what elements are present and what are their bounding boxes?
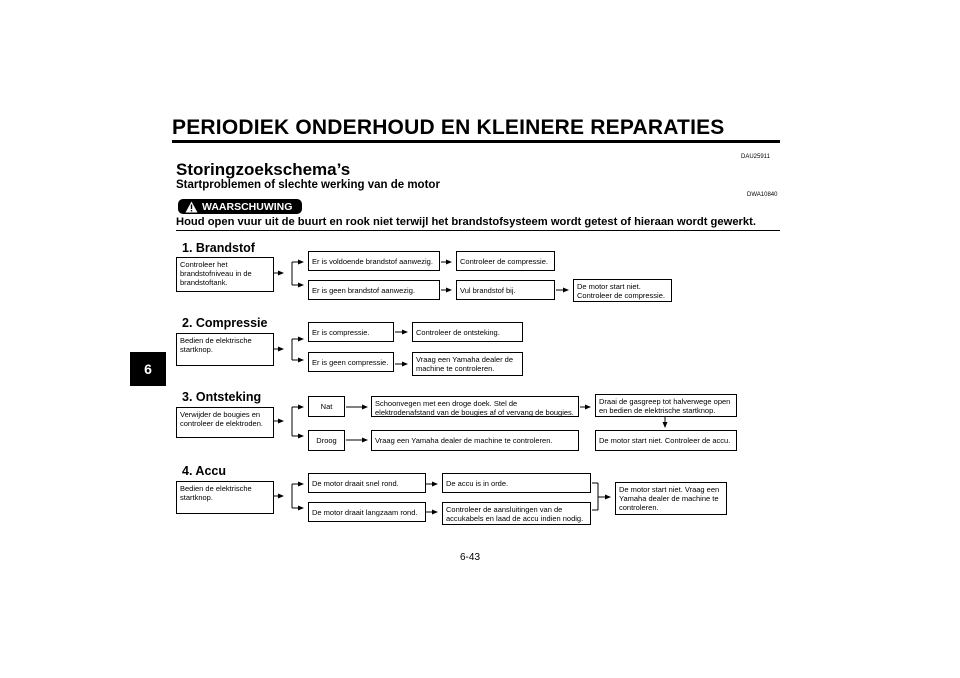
step-battery-heading: 4. Accu [182,464,227,478]
step-ignition-dry-result-box: De motor start niet. Controleer de accu. [595,430,737,451]
step-fuel-heading: 1. Brandstof [182,241,255,255]
step-compression-start-box: Bedien de elektrische startknop. [176,333,274,366]
section-subtitle: Startproblemen of slechte werking van de motor [176,179,440,191]
step-compression-no-box: Er is geen compressie. [308,352,394,372]
step-fuel-yes-action-box: Controleer de compressie. [456,251,555,271]
step-ignition-wet-action-box: Schoonvegen met een droge doek. Stel de elektrodenafstand van de bougies af of vervang de bougies. [371,396,579,417]
step-battery-slow-action-box: Controleer de aansluitingen van de accukabels en laad de accu indien nodig. [442,502,591,525]
warning-badge-label: WAARSCHUWING [202,200,293,213]
section-title: Storingzoekschema’s [176,160,351,179]
step-fuel-start-box: Controleer het brandstofniveau in de brandstoftank. [176,257,274,292]
step-ignition-dry-action-box: Vraag een Yamaha dealer de machine te controleren. [371,430,579,451]
step-compression-yes-box: Er is compressie. [308,322,394,342]
step-ignition-wet-box: Nat [308,396,345,417]
step-fuel-no-action-box: Vul brandstof bij. [456,280,555,300]
step-battery-fast-action-box: De accu is in orde. [442,473,591,493]
step-compression-no-action-box: Vraag een Yamaha dealer de machine te controleren. [412,352,523,376]
page-header-title: PERIODIEK ONDERHOUD EN KLEINERE REPARATIES [172,116,725,139]
step-ignition-dry-box: Droog [308,430,345,451]
step-compression-heading: 2. Compressie [182,316,268,330]
warning-text: Houd open vuur uit de buurt en rook niet terwijl het brandstofsysteem wordt getest of hieraan wordt gewerkt. [176,216,756,228]
step-ignition-heading: 3. Ontsteking [182,390,262,404]
step-battery-result-box: De motor start niet. Vraag een Yamaha dealer de machine te controleren. [615,482,727,515]
step-ignition-start-box: Verwijder de bougies en controleer de elektroden. [176,407,274,438]
step-battery-slow-box: De motor draait langzaam rond. [308,502,426,522]
step-compression-yes-action-box: Controleer de ontsteking. [412,322,523,342]
warning-code: DWA10840 [747,192,778,198]
step-ignition-wet-result-box: Draai de gasgreep tot halverwege open en bedien de elektrische startknop. [595,394,737,417]
step-battery-fast-box: De motor draait snel rond. [308,473,426,493]
step-battery-start-box: Bedien de elektrische startknop. [176,481,274,514]
step-fuel-no-box: Er is geen brandstof aanwezig. [308,280,440,300]
step-fuel-result-box: De motor start niet. Controleer de compressie. [573,279,672,302]
step-fuel-yes-box: Er is voldoende brandstof aanwezig. [308,251,440,271]
page-number: 6-43 [460,552,481,563]
chapter-tab: 6 [130,352,166,386]
section-code: DAU25911 [741,154,770,160]
